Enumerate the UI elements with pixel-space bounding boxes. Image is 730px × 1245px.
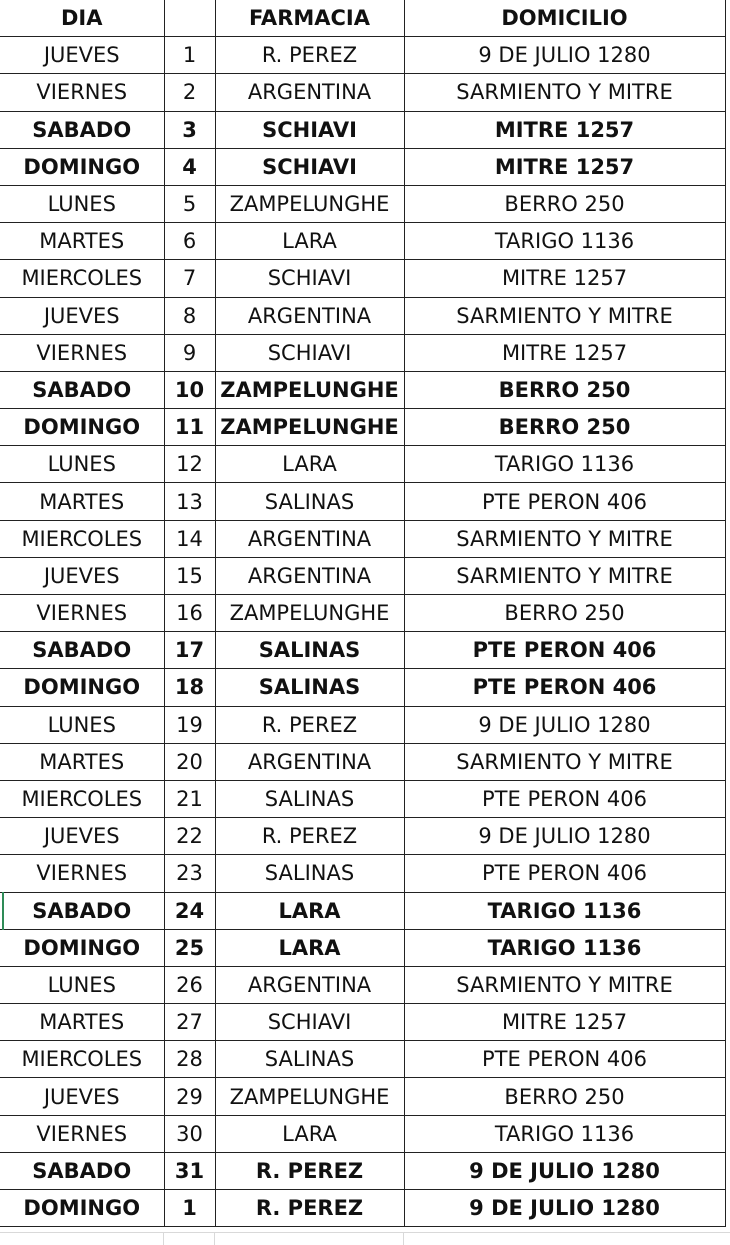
pharmacy-cell[interactable]: ZAMPELUNGHE (215, 595, 404, 632)
header-dia[interactable]: DIA (0, 0, 164, 37)
number-cell[interactable]: 28 (164, 1041, 215, 1078)
day-cell[interactable]: JUEVES (0, 1078, 164, 1115)
table-row (0, 260, 725, 297)
number-cell[interactable]: 19 (164, 706, 215, 743)
pharmacy-cell[interactable]: ARGENTINA (215, 297, 404, 334)
pharmacy-cell[interactable]: ZAMPELUNGHE (215, 185, 404, 222)
table-row (0, 669, 725, 706)
address-cell[interactable]: PTE PERON 406 (404, 1041, 725, 1078)
table-row (0, 111, 725, 148)
address-cell[interactable]: PTE PERON 406 (404, 669, 725, 706)
number-cell[interactable]: 12 (164, 446, 215, 483)
day-cell[interactable]: VIERNES (0, 1115, 164, 1152)
pharmacy-cell[interactable]: ARGENTINA (215, 966, 404, 1003)
day-cell[interactable]: DOMINGO (0, 409, 164, 446)
number-cell[interactable]: 5 (164, 185, 215, 222)
address-cell[interactable]: 9 DE JULIO 1280 (404, 37, 725, 74)
address-cell[interactable]: PTE PERON 406 (404, 780, 725, 817)
address-cell[interactable]: SARMIENTO Y MITRE (404, 966, 725, 1003)
table-row (0, 371, 725, 408)
pharmacy-cell[interactable]: ARGENTINA (215, 74, 404, 111)
table-row (0, 1004, 725, 1041)
cell-selection-marker (2, 892, 4, 930)
pharmacy-cell[interactable]: SCHIAVI (215, 148, 404, 185)
number-cell[interactable]: 1 (164, 1190, 215, 1227)
grid-line (214, 1233, 215, 1245)
table-body (0, 37, 725, 1227)
address-cell[interactable]: BERRO 250 (404, 185, 725, 222)
address-cell[interactable]: MITRE 1257 (404, 148, 725, 185)
day-cell[interactable]: JUEVES (0, 37, 164, 74)
pharmacy-cell[interactable]: ZAMPELUNGHE (215, 1078, 404, 1115)
header-row (0, 0, 725, 37)
address-cell[interactable]: PTE PERON 406 (404, 632, 725, 669)
pharmacy-cell[interactable]: ARGENTINA (215, 520, 404, 557)
pharmacy-cell[interactable]: LARA (215, 929, 404, 966)
day-cell[interactable]: SABADO (0, 632, 164, 669)
table-row (0, 1078, 725, 1115)
day-cell[interactable]: VIERNES (0, 595, 164, 632)
pharmacy-cell[interactable]: LARA (215, 1115, 404, 1152)
address-cell[interactable]: TARIGO 1136 (404, 929, 725, 966)
address-cell[interactable]: PTE PERON 406 (404, 855, 725, 892)
table-row (0, 1152, 725, 1189)
table-row (0, 743, 725, 780)
table-row (0, 1115, 725, 1152)
day-cell[interactable]: MARTES (0, 483, 164, 520)
day-cell[interactable]: MARTES (0, 223, 164, 260)
pharmacy-cell[interactable]: SCHIAVI (215, 111, 404, 148)
address-cell[interactable]: MITRE 1257 (404, 260, 725, 297)
number-cell[interactable]: 16 (164, 595, 215, 632)
day-cell[interactable]: VIERNES (0, 855, 164, 892)
table-row (0, 446, 725, 483)
pharmacy-cell[interactable]: ARGENTINA (215, 743, 404, 780)
number-cell[interactable]: 23 (164, 855, 215, 892)
number-cell[interactable]: 14 (164, 520, 215, 557)
address-cell[interactable]: SARMIENTO Y MITRE (404, 743, 725, 780)
day-cell[interactable]: DOMINGO (0, 669, 164, 706)
number-cell[interactable]: 2 (164, 74, 215, 111)
address-cell[interactable]: SARMIENTO Y MITRE (404, 74, 725, 111)
table-row (0, 37, 725, 74)
number-cell[interactable]: 21 (164, 780, 215, 817)
day-cell[interactable]: MIERCOLES (0, 520, 164, 557)
number-cell[interactable]: 8 (164, 297, 215, 334)
header-number[interactable] (164, 0, 215, 37)
pharmacy-cell[interactable]: R. PEREZ (215, 818, 404, 855)
grid-line (403, 1233, 404, 1245)
day-cell[interactable]: LUNES (0, 706, 164, 743)
number-cell[interactable]: 30 (164, 1115, 215, 1152)
address-cell[interactable]: SARMIENTO Y MITRE (404, 297, 725, 334)
pharmacy-cell[interactable]: SALINAS (215, 780, 404, 817)
table-row (0, 148, 725, 185)
day-cell[interactable]: LUNES (0, 446, 164, 483)
address-cell[interactable]: MITRE 1257 (404, 1004, 725, 1041)
address-cell[interactable]: TARIGO 1136 (404, 446, 725, 483)
number-cell[interactable]: 10 (164, 371, 215, 408)
address-cell[interactable]: PTE PERON 406 (404, 483, 725, 520)
table-row (0, 334, 725, 371)
table-row (0, 706, 725, 743)
table-row (0, 185, 725, 222)
pharmacy-cell[interactable]: SCHIAVI (215, 1004, 404, 1041)
address-cell[interactable]: MITRE 1257 (404, 334, 725, 371)
day-cell[interactable]: MARTES (0, 1004, 164, 1041)
pharmacy-cell[interactable]: SCHIAVI (215, 260, 404, 297)
pharmacy-cell[interactable]: SCHIAVI (215, 334, 404, 371)
table-row (0, 1041, 725, 1078)
pharmacy-cell[interactable]: SALINAS (215, 483, 404, 520)
table-row (0, 855, 725, 892)
number-cell[interactable]: 15 (164, 557, 215, 594)
day-cell[interactable]: MARTES (0, 743, 164, 780)
number-cell[interactable]: 24 (164, 892, 215, 929)
table-row (0, 818, 725, 855)
number-cell[interactable]: 25 (164, 929, 215, 966)
empty-grid-row (0, 1232, 730, 1245)
address-cell[interactable]: 9 DE JULIO 1280 (404, 706, 725, 743)
pharmacy-cell[interactable]: R. PEREZ (215, 1190, 404, 1227)
day-cell[interactable]: JUEVES (0, 297, 164, 334)
table-row (0, 483, 725, 520)
table-row (0, 409, 725, 446)
number-cell[interactable]: 18 (164, 669, 215, 706)
day-cell[interactable]: LUNES (0, 966, 164, 1003)
table-row (0, 780, 725, 817)
header-domicilio[interactable]: DOMICILIO (404, 0, 725, 37)
number-cell[interactable]: 29 (164, 1078, 215, 1115)
number-cell[interactable]: 17 (164, 632, 215, 669)
table-row (0, 966, 725, 1003)
table-row (0, 892, 725, 929)
table-row (0, 557, 725, 594)
pharmacy-cell[interactable]: R. PEREZ (215, 1152, 404, 1189)
pharmacy-cell[interactable]: ZAMPELUNGHE (215, 371, 404, 408)
number-cell[interactable]: 6 (164, 223, 215, 260)
table-row (0, 929, 725, 966)
pharmacy-cell[interactable]: R. PEREZ (215, 37, 404, 74)
table-row (0, 297, 725, 334)
number-cell[interactable]: 11 (164, 409, 215, 446)
number-cell[interactable]: 13 (164, 483, 215, 520)
day-cell[interactable]: SABADO (0, 111, 164, 148)
day-cell[interactable]: DOMINGO (0, 148, 164, 185)
day-cell[interactable]: SABADO (0, 1152, 164, 1189)
table-row (0, 74, 725, 111)
number-cell[interactable]: 9 (164, 334, 215, 371)
number-cell[interactable]: 20 (164, 743, 215, 780)
number-cell[interactable]: 3 (164, 111, 215, 148)
address-cell[interactable]: BERRO 250 (404, 409, 725, 446)
table-row (0, 1190, 725, 1227)
address-cell[interactable]: BERRO 250 (404, 1078, 725, 1115)
address-cell[interactable]: 9 DE JULIO 1280 (404, 1152, 725, 1189)
day-cell[interactable]: MIERCOLES (0, 1041, 164, 1078)
address-cell[interactable]: TARIGO 1136 (404, 223, 725, 260)
number-cell[interactable]: 31 (164, 1152, 215, 1189)
day-cell[interactable]: SABADO (0, 892, 164, 929)
pharmacy-cell[interactable]: LARA (215, 446, 404, 483)
pharmacy-cell[interactable]: SALINAS (215, 632, 404, 669)
day-cell[interactable]: LUNES (0, 185, 164, 222)
table-row (0, 595, 725, 632)
day-cell[interactable]: VIERNES (0, 334, 164, 371)
table-row (0, 520, 725, 557)
pharmacy-cell[interactable]: SALINAS (215, 855, 404, 892)
pharmacy-cell[interactable]: LARA (215, 892, 404, 929)
pharmacy-cell[interactable]: R. PEREZ (215, 706, 404, 743)
day-cell[interactable]: MIERCOLES (0, 780, 164, 817)
address-cell[interactable]: 9 DE JULIO 1280 (404, 818, 725, 855)
address-cell[interactable]: TARIGO 1136 (404, 892, 725, 929)
pharmacy-cell[interactable]: ARGENTINA (215, 557, 404, 594)
pharmacy-cell[interactable]: ZAMPELUNGHE (215, 409, 404, 446)
address-cell[interactable]: SARMIENTO Y MITRE (404, 557, 725, 594)
grid-line (163, 1233, 164, 1245)
day-cell[interactable]: JUEVES (0, 557, 164, 594)
pharmacy-cell[interactable]: SALINAS (215, 1041, 404, 1078)
header-farmacia[interactable]: FARMACIA (215, 0, 404, 37)
number-cell[interactable]: 4 (164, 148, 215, 185)
table-row (0, 632, 725, 669)
day-cell[interactable]: MIERCOLES (0, 260, 164, 297)
number-cell[interactable]: 7 (164, 260, 215, 297)
number-cell[interactable]: 26 (164, 966, 215, 1003)
table-row (0, 223, 725, 260)
address-cell[interactable]: MITRE 1257 (404, 111, 725, 148)
number-cell[interactable]: 27 (164, 1004, 215, 1041)
number-cell[interactable]: 1 (164, 37, 215, 74)
address-cell[interactable]: BERRO 250 (404, 595, 725, 632)
day-cell[interactable]: JUEVES (0, 818, 164, 855)
day-cell[interactable]: DOMINGO (0, 1190, 164, 1227)
address-cell[interactable]: 9 DE JULIO 1280 (404, 1190, 725, 1227)
day-cell[interactable]: SABADO (0, 371, 164, 408)
pharmacy-cell[interactable]: SALINAS (215, 669, 404, 706)
day-cell[interactable]: VIERNES (0, 74, 164, 111)
address-cell[interactable]: SARMIENTO Y MITRE (404, 520, 725, 557)
day-cell[interactable]: DOMINGO (0, 929, 164, 966)
address-cell[interactable]: BERRO 250 (404, 371, 725, 408)
number-cell[interactable]: 22 (164, 818, 215, 855)
pharmacy-cell[interactable]: LARA (215, 223, 404, 260)
address-cell[interactable]: TARIGO 1136 (404, 1115, 725, 1152)
